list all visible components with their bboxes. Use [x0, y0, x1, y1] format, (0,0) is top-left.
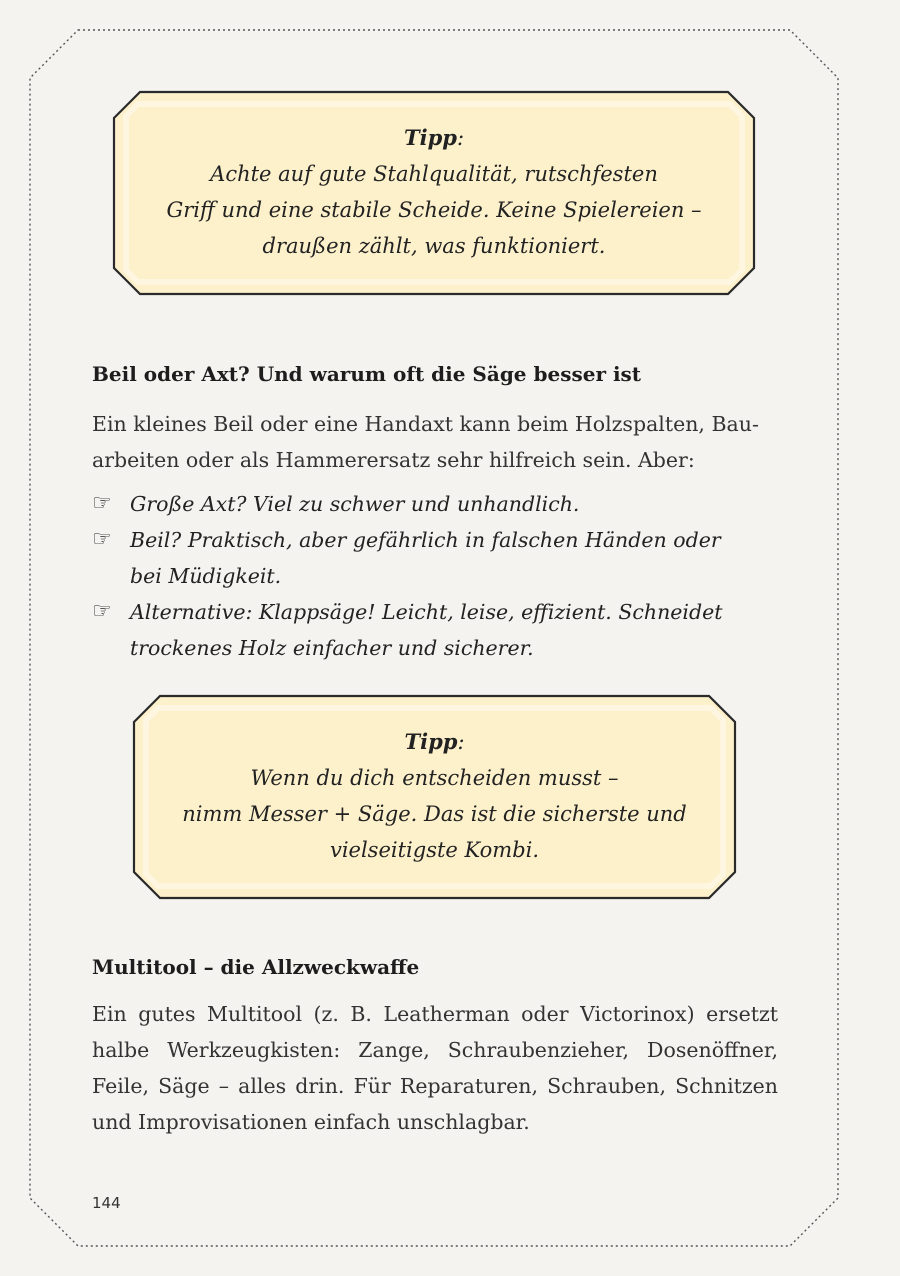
tip-box: Tipp: Achte auf gute Stahlqualität, rutschfesten Griff und eine stabile Scheide. Keine Spielereien – draußen zählt, was funktioniert. — [112, 90, 756, 296]
list-item-text: bei Müdigkeit. — [130, 564, 282, 588]
list-item — [92, 486, 792, 522]
section-heading: Multitool – die Allzweckwaffe — [92, 955, 420, 979]
pointing-hand-icon: ☞ — [92, 491, 112, 516]
tip-title: Tipp — [403, 125, 457, 150]
list-item-text: Große Axt? Viel zu schwer und unhandlich. — [130, 492, 580, 516]
list-item-text: Alternative: Klappsäge! Leicht, leise, effizient. Schneidet — [130, 600, 723, 624]
paragraph-line: Feile, Säge – alles drin. Für Reparaturen, Schrauben, Schnitzen — [92, 1074, 778, 1098]
tip-text-line: Griff und eine stabile Scheide. Keine Spielereien – — [166, 198, 702, 222]
list-item-text: trockenes Holz einfacher und sicherer. — [130, 636, 534, 660]
list-item — [92, 522, 792, 594]
pointing-hand-icon: ☞ — [92, 527, 112, 552]
tip-text-line: nimm Messer + Säge. Das ist die sicherste und — [182, 802, 687, 826]
section-heading: Beil oder Axt? Und warum oft die Säge besser ist — [92, 362, 642, 386]
tip-text-line: vielseitigste Kombi. — [329, 838, 540, 862]
paragraph-line: und Improvisationen einfach unschlagbar. — [92, 1110, 530, 1134]
section-paragraph — [92, 406, 778, 478]
paragraph-line: Ein gutes Multitool (z. B. Leatherman oder Victorinox) ersetzt — [92, 1002, 778, 1026]
tip-title: Tipp — [404, 729, 458, 754]
paragraph-line: Ein kleines Beil oder eine Handaxt kann beim Holzspalten, Bau- — [92, 412, 759, 436]
pointing-hand-icon: ☞ — [92, 599, 112, 624]
tip-box: Tipp: Wenn du dich entscheiden musst – nimm Messer + Säge. Das ist die sicherste und vielseitigste Kombi. — [132, 694, 737, 900]
bullet-list — [92, 486, 792, 666]
list-item — [92, 594, 792, 666]
paragraph-line: arbeiten oder als Hammerersatz sehr hilfreich sein. Aber: — [92, 448, 695, 472]
paragraph-line: halbe Werkzeugkisten: Zange, Schraubenzieher, Dosenöffner, — [92, 1038, 778, 1062]
tip-text-line: draußen zählt, was funktioniert. — [262, 234, 606, 258]
page-number: 144 — [92, 1194, 121, 1212]
section-paragraph — [92, 996, 778, 1140]
tip-text-line: Achte auf gute Stahlqualität, rutschfesten — [210, 162, 658, 186]
tip-text-line: Wenn du dich entscheiden musst – — [250, 766, 619, 790]
list-item-text: Beil? Praktisch, aber gefährlich in falschen Händen oder — [130, 528, 721, 552]
